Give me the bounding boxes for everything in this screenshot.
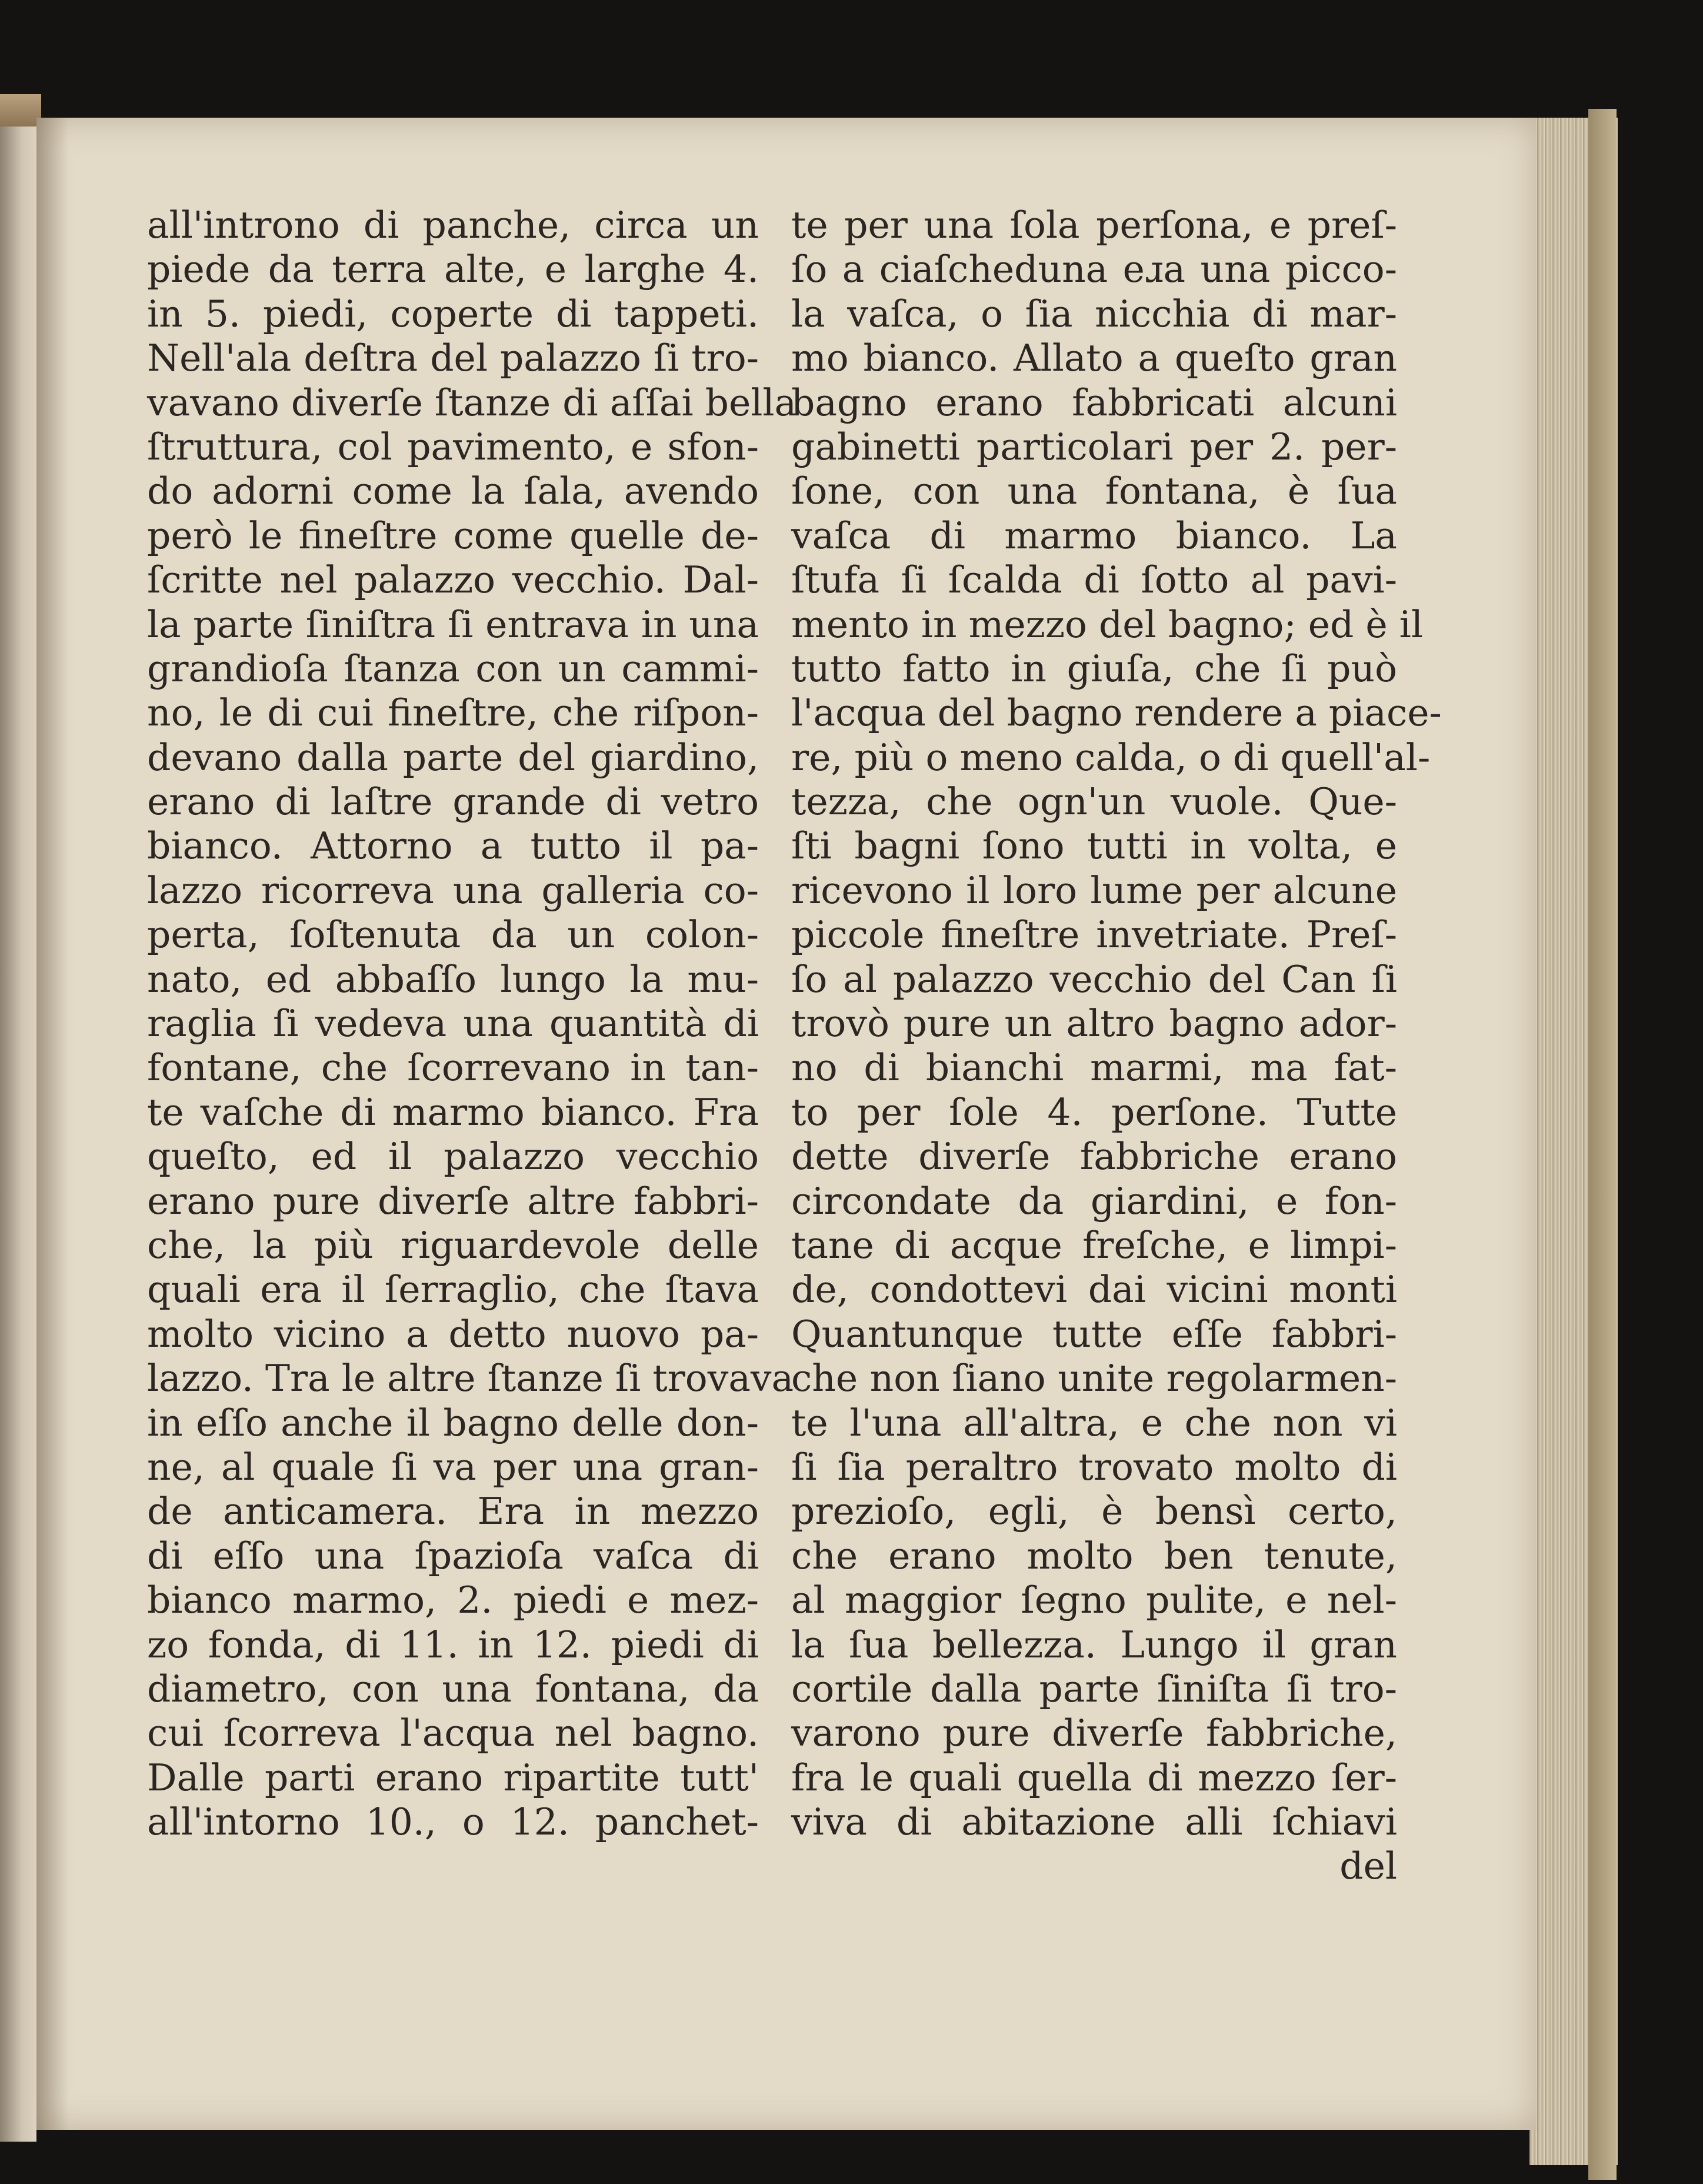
text-line: quali era il ſerraglio, che ſtava [147, 1268, 759, 1311]
text-line: lazzo ricorreva una galleria co- [147, 868, 759, 912]
text-line: che, la più riguardevole delle [147, 1223, 759, 1267]
text-line: gabinetti particolari per 2. per- [791, 425, 1397, 468]
text-line: all'introno di panche, circa un [147, 204, 759, 247]
text-line: do adorni come la ſala, avendo [147, 470, 759, 513]
text-line: del [1339, 1845, 1397, 1888]
text-line: Nell'ala deſtra del palazzo ſi tro- [147, 337, 759, 380]
text-line: di eſſo una ſpazioſa vaſca di [147, 1534, 759, 1577]
page-gutter [36, 118, 69, 2130]
text-line: ne, al quale ſi va per una gran- [147, 1445, 759, 1489]
text-line: la parte ſiniſtra ſi entrava in una [147, 602, 759, 646]
book-cover-edge [1588, 109, 1617, 2180]
text-line: ſtufa ſi ſcalda di ſotto al pavi- [791, 558, 1397, 602]
text-line: to per ſole 4. perſone. Tutte [791, 1090, 1397, 1134]
text-line: cortile dalla parte ſiniſta ſi tro- [791, 1667, 1397, 1710]
text-line: nato, ed abbaſſo lungo la mu- [147, 957, 759, 1001]
text-line: dette diverſe fabbriche erano [791, 1135, 1397, 1178]
text-line: te vaſche di marmo bianco. Fra [147, 1090, 759, 1134]
text-line: la ſua bellezza. Lungo il gran [791, 1623, 1397, 1666]
text-line: ſo a ciaſcheduna eɹa una picco- [791, 248, 1397, 291]
left-text-column [147, 203, 797, 1844]
text-line: che erano molto ben tenute, [791, 1534, 1397, 1577]
text-line: trovò pure un altro bagno ador- [791, 1002, 1397, 1046]
text-line: diametro, con una fontana, da [147, 1667, 759, 1710]
text-line: tane di acque freſche, e limpi- [791, 1223, 1397, 1267]
text-line: queſto, ed il palazzo vecchio [147, 1135, 759, 1178]
text-line: no di bianchi marmi, ma fat- [791, 1046, 1397, 1090]
text-line: l'acqua del bagno rendere a piace- [791, 691, 1442, 735]
text-line: all'intorno 10., o 12. panchet- [147, 1800, 759, 1844]
facing-page-edge [0, 100, 36, 2142]
text-line: tezza, che ogn'un vuole. Que- [791, 780, 1397, 824]
text-line: mo bianco. Allato a queſto gran [791, 337, 1397, 380]
text-line: ſo al palazzo vecchio del Can ſi [791, 957, 1397, 1001]
text-line: Dalle parti erano ripartite tutt' [147, 1756, 759, 1799]
text-line: ſone, con una fontana, è ſua [791, 470, 1397, 513]
text-line: raglia ſi vedeva una quantità di [147, 1002, 759, 1046]
text-line: no, le di cui fineſtre, che riſpon- [147, 691, 759, 735]
text-line: te l'una all'altra, e che non vi [791, 1401, 1397, 1444]
text-line: vaſca di marmo bianco. La [791, 514, 1397, 557]
text-line: la vaſca, o ſia nicchia di mar- [791, 292, 1397, 335]
text-line: molto vicino a detto nuovo pa- [147, 1312, 759, 1356]
text-line: che non ſiano unite regolarmen- [791, 1357, 1397, 1400]
text-line: tutto fatto in giuſa, che ſi può [791, 647, 1397, 690]
text-line: perta, ſoſtenuta da un colon- [147, 913, 759, 957]
text-line: zo fonda, di 11. in 12. piedi di [147, 1623, 759, 1666]
text-line: erano pure diverſe altre fabbri- [147, 1179, 759, 1223]
text-line: fra le quali quella di mezzo ſer- [791, 1756, 1397, 1799]
text-line: erano di laſtre grande di vetro [147, 780, 759, 824]
text-line: piede da terra alte, e larghe 4. [147, 248, 759, 291]
text-line: piccole fineſtre invetriate. Preſ- [791, 913, 1397, 957]
text-line: fontane, che ſcorrevano in tan- [147, 1046, 759, 1090]
text-line: vavano diverſe ſtanze di aſſai bella [147, 381, 797, 424]
text-line: ſti bagni ſono tutti in volta, e [791, 824, 1397, 868]
text-line: però le fineſtre come quelle de- [147, 514, 759, 557]
text-line: ricevono il loro lume per alcune [791, 868, 1397, 912]
text-line: cui ſcorreva l'acqua nel bagno. [147, 1712, 759, 1755]
text-line: devano dalla parte del giardino, [147, 735, 759, 779]
text-line: re, più o meno calda, o di quell'al- [791, 735, 1431, 779]
text-line: Quantunque tutte eſſe fabbri- [791, 1312, 1397, 1356]
text-line: bagno erano fabbricati alcuni [791, 381, 1397, 424]
text-line: de, condottevi dai vicini monti [791, 1268, 1397, 1311]
text-line: grandioſa ſtanza con un cammi- [147, 647, 759, 690]
text-line: ſi ſia peraltro trovato molto di [791, 1445, 1397, 1489]
text-line: ſcritte nel palazzo vecchio. Dal- [147, 558, 759, 602]
text-line: prezioſo, egli, è bensì certo, [791, 1490, 1397, 1533]
text-line: lazzo. Tra le altre ſtanze ſi trovava [147, 1357, 794, 1400]
text-line: ſtruttura, col pavimento, e sfon- [147, 425, 759, 468]
text-line: circondate da giardini, e fon- [791, 1179, 1397, 1223]
text-line: te per una ſola perſona, e preſ- [791, 204, 1397, 247]
text-line: in eſſo anche il bagno delle don- [147, 1401, 759, 1444]
text-line: in 5. piedi, coperte di tappeti. [147, 292, 759, 335]
text-line: varono pure diverſe fabbriche, [791, 1712, 1397, 1755]
text-line: bianco. Attorno a tutto il pa- [147, 824, 759, 868]
text-line: mento in mezzo del bagno; ed è il [791, 602, 1423, 646]
right-text-column [791, 203, 1442, 1889]
text-line: bianco marmo, 2. piedi e mez- [147, 1579, 759, 1622]
binding-cord [0, 94, 41, 126]
text-line: al maggior ſegno pulite, e nel- [791, 1579, 1397, 1622]
text-line: viva di abitazione alli ſchiavi [791, 1800, 1397, 1844]
text-line: de anticamera. Era in mezzo [147, 1490, 759, 1533]
